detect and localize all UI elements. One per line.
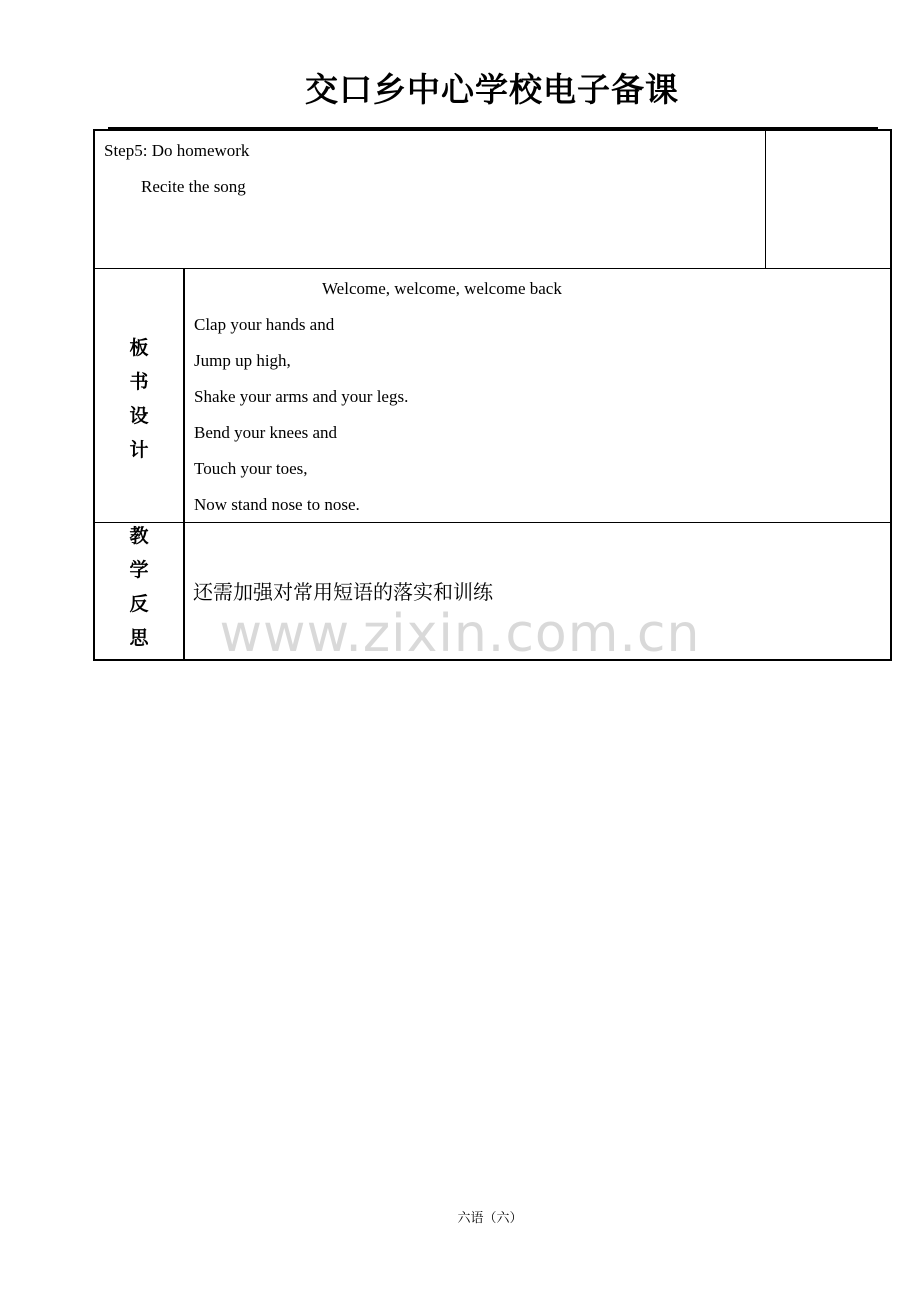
reflection-text: 还需加强对常用短语的落实和训练: [193, 580, 493, 604]
board-design-content-cell: [185, 269, 890, 523]
song-line: Jump up high,: [194, 351, 291, 370]
reflection-label-char: 思: [129, 627, 149, 649]
notes-blank-cell: [766, 131, 890, 269]
homework-step-cell: [95, 131, 766, 269]
song-line: Bend your knees and: [194, 423, 338, 442]
reflection-label-char: 反: [129, 593, 149, 615]
board-label-char: 计: [129, 439, 149, 461]
lesson-plan-table: [93, 129, 892, 661]
reflection-label-char: 学: [129, 559, 149, 581]
song-line: Shake your arms and your legs.: [194, 387, 409, 406]
song-line: Clap your hands and: [194, 315, 335, 334]
song-line: Touch your toes,: [194, 459, 308, 478]
board-label-char: 设: [129, 405, 149, 427]
song-heading: Welcome, welcome, welcome back: [322, 279, 562, 298]
board-design-label-cell: [95, 269, 185, 523]
page-footer: 六语（六）: [457, 1211, 523, 1226]
watermark: www.zixin.com.cn: [219, 604, 701, 664]
board-label-char: 板: [129, 337, 149, 359]
reflection-label-char: 教: [129, 525, 149, 547]
board-label-char: 书: [129, 371, 149, 393]
board-design-label: [95, 331, 183, 467]
page-title: 交口乡中心学校电子备课: [305, 70, 679, 109]
song-line: Now stand nose to nose.: [194, 495, 360, 514]
step5-detail: Recite the song: [141, 177, 246, 196]
step5-title: Step5: Do homework: [104, 141, 250, 160]
